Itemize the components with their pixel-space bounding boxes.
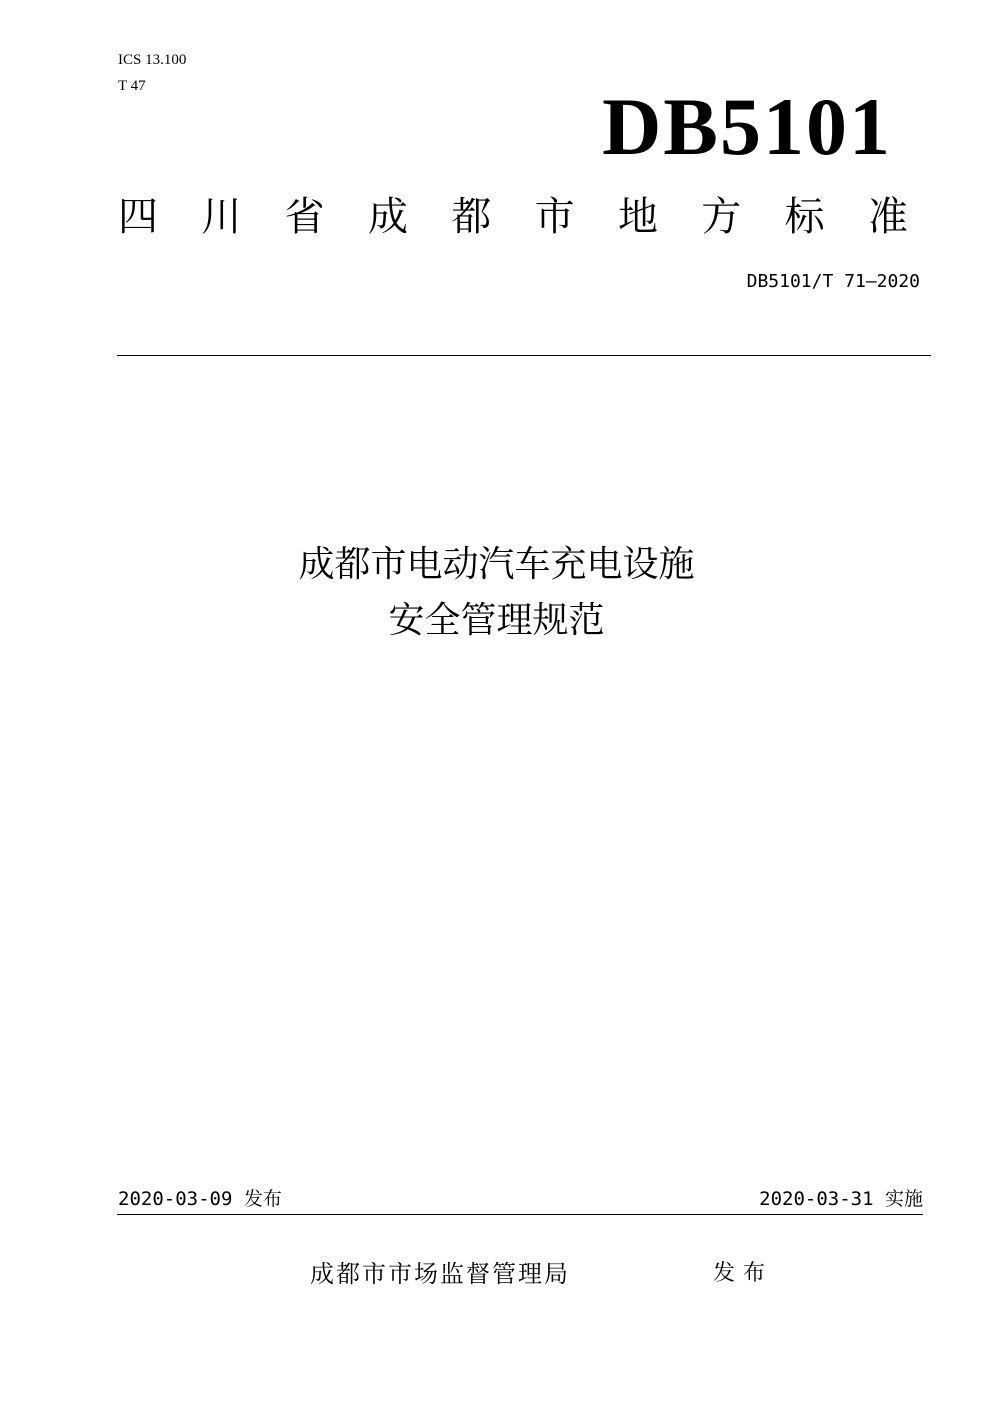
ccs-code: T 47	[118, 78, 146, 94]
standard-code-large: DB5101	[602, 81, 892, 172]
issuing-authority: 成都市市场监督管理局	[310, 1260, 570, 1288]
standard-type-char: 地	[617, 194, 658, 240]
document-title-line-2: 安全管理规范	[388, 600, 605, 641]
standard-type-char: 四	[118, 194, 158, 240]
standard-type-char: 川	[201, 194, 242, 240]
standard-type-char: 方	[701, 194, 742, 240]
standard-type-char: 成	[367, 194, 408, 240]
issue-date: 2020-03-09 发布	[118, 1188, 282, 1210]
standard-type-char: 标	[784, 194, 825, 240]
ics-code: ICS 13.100	[118, 52, 187, 68]
standard-type-char: 都	[451, 194, 492, 240]
issue-label: 发布	[713, 1261, 774, 1286]
standard-type-char: 准	[867, 194, 908, 240]
document-title-line-1: 成都市电动汽车充电设施	[298, 544, 695, 585]
implementation-date: 2020-03-31 实施	[759, 1188, 923, 1210]
standard-type-heading	[118, 192, 908, 242]
standard-type-char: 市	[534, 194, 575, 240]
header-divider	[117, 355, 931, 356]
footer-divider	[117, 1214, 923, 1215]
standard-number: DB5101/T 71—2020	[746, 271, 920, 292]
standard-type-char: 省	[284, 194, 325, 240]
